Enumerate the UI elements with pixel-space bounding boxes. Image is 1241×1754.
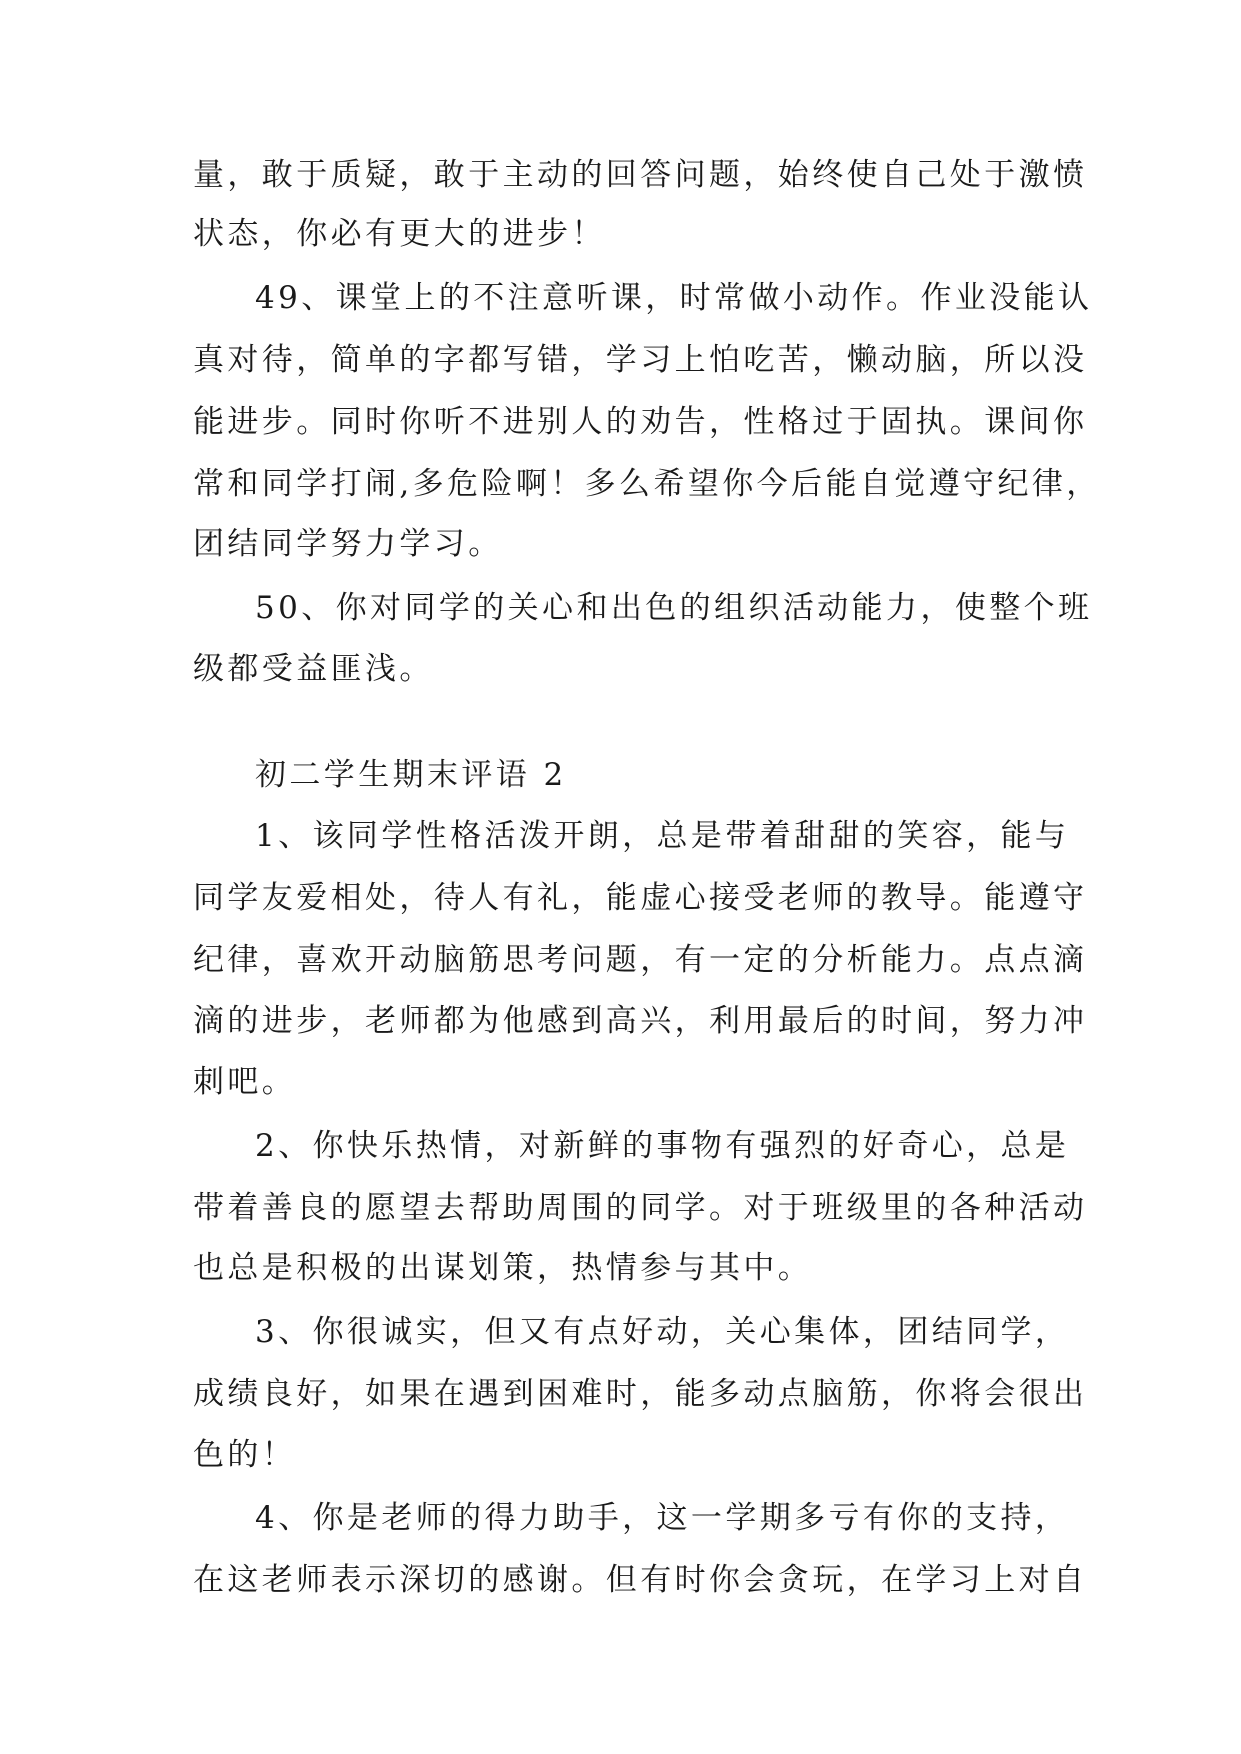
paragraph-line: 量，敢于质疑，敢于主动的回答问题，始终使自己处于激愤: [193, 157, 1088, 193]
paragraph-line: 真对待，简单的字都写错，学习上怕吃苦，懒动脑，所以没: [193, 342, 1088, 378]
paragraph-line: 刺吧。: [193, 1064, 297, 1100]
paragraph-line: 色的！: [193, 1437, 297, 1473]
paragraph-line: 2、你快乐热情，对新鲜的事物有强烈的好奇心，总是: [255, 1128, 1070, 1164]
paragraph-line: 1、该同学性格活泼开朗，总是带着甜甜的笑容，能与: [255, 818, 1070, 854]
paragraph-line: 在这老师表示深切的感谢。但有时你会贪玩，在学习上对自: [193, 1562, 1088, 1598]
paragraph-line: 3、你很诚实，但又有点好动，关心集体，团结同学，: [255, 1314, 1070, 1350]
paragraph-line: 状态，你必有更大的进步！: [193, 216, 606, 252]
paragraph-line: 也总是积极的出谋划策，热情参与其中。: [193, 1250, 813, 1286]
paragraph-line: 团结同学努力学习。: [193, 526, 503, 562]
paragraph-line: 49、课堂上的不注意听课，时常做小动作。作业没能认: [255, 280, 1093, 316]
paragraph-line: 能进步。同时你听不进别人的劝告，性格过于固执。课间你: [193, 404, 1088, 440]
paragraph-line: 级都受益匪浅。: [193, 651, 434, 687]
paragraph-line: 同学友爱相处，待人有礼，能虚心接受老师的教导。能遵守: [193, 880, 1088, 916]
paragraph-line: 滴的进步，老师都为他感到高兴，利用最后的时间，努力冲: [193, 1003, 1088, 1039]
paragraph-line: 成绩良好，如果在遇到困难时，能多动点脑筋，你将会很出: [193, 1376, 1088, 1412]
paragraph-line: 50、你对同学的关心和出色的组织活动能力，使整个班: [255, 590, 1093, 626]
paragraph-line: 常和同学打闹,多危险啊！多么希望你今后能自觉遵守纪律，: [193, 466, 1101, 502]
paragraph-line: 4、你是老师的得力助手，这一学期多亏有你的支持，: [255, 1500, 1070, 1536]
paragraph-line: 带着善良的愿望去帮助周围的同学。对于班级里的各种活动: [193, 1190, 1088, 1226]
paragraph-line: 纪律，喜欢开动脑筋思考问题，有一定的分析能力。点点滴: [193, 942, 1088, 978]
section-heading: 初二学生期末评语 2: [255, 757, 567, 793]
